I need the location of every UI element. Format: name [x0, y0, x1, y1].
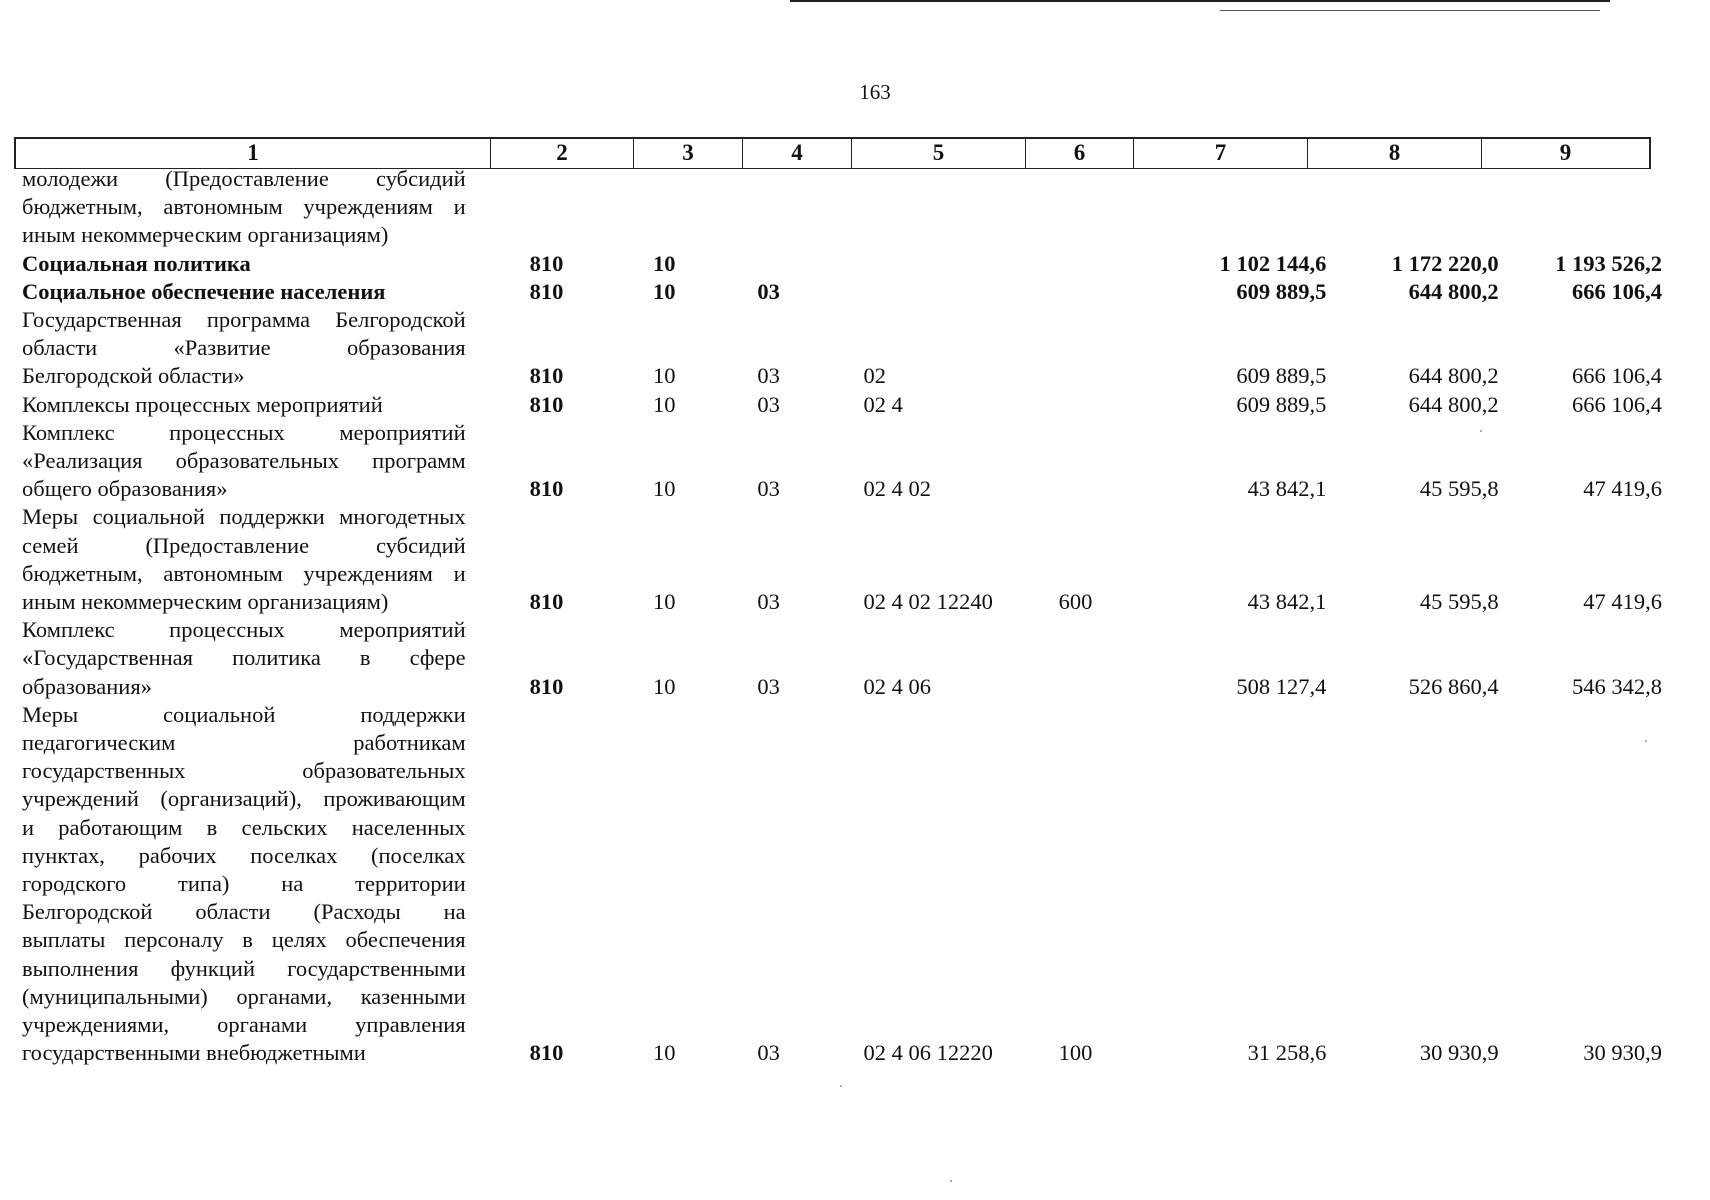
description-line: бюджетным, автономным учреждениям и [22, 560, 466, 586]
cell-c4: 03 [757, 673, 780, 699]
cell-c3: 10 [652, 363, 676, 389]
row-description [22, 503, 468, 616]
cell-c4: 03 [757, 589, 780, 615]
row-description [22, 616, 468, 701]
table-row [22, 503, 1662, 616]
row-description [22, 165, 468, 250]
header-col-7: 7 [1134, 139, 1308, 168]
cell-c3: 10 [652, 673, 676, 699]
header-col-8: 8 [1308, 139, 1482, 168]
description-line: и работающим в сельских населенных [22, 814, 466, 840]
description-line: Меры социальной поддержки [22, 701, 466, 727]
cell-c9: 666 106,4 [1572, 363, 1663, 389]
table-row [22, 165, 1662, 250]
description-line: городского типа) на территории [22, 871, 466, 897]
description-line: выполнения функций государственными [22, 955, 466, 981]
cell-c2: 810 [529, 476, 564, 502]
cell-c5: 02 4 06 [863, 673, 932, 699]
cell-c9: 47 419,6 [1583, 476, 1663, 502]
cell-c9: 546 342,8 [1572, 673, 1663, 699]
table-row [22, 616, 1662, 701]
scan-speck [840, 1085, 842, 1087]
table-body [22, 165, 1662, 1068]
header-col-1: 1 [16, 139, 491, 168]
description-line: (муниципальными) органами, казенными [22, 983, 466, 1009]
table-row [22, 306, 1662, 391]
cell-c9: 666 106,4 [1572, 278, 1663, 304]
cell-c9: 47 419,6 [1583, 589, 1663, 615]
description-line: Комплексы процессных мероприятий [22, 391, 383, 417]
cell-c3: 10 [652, 476, 676, 502]
table-row [22, 250, 1662, 278]
description-line: педагогическим работникам [22, 730, 466, 756]
cell-c2: 810 [529, 250, 564, 276]
header-col-3: 3 [634, 139, 743, 168]
cell-c5: 02 4 02 12240 [863, 589, 993, 615]
scan-speck [950, 1180, 952, 1182]
cell-c2: 810 [529, 391, 564, 417]
description-line: пунктах, рабочих поселках (поселках [22, 842, 466, 868]
description-line: образования» [22, 673, 152, 699]
description-line: семей (Предоставление субсидий [22, 532, 466, 558]
cell-c7: 609 889,5 [1236, 363, 1327, 389]
row-description [22, 306, 468, 391]
description-line: учреждениями, органами управления [22, 1012, 466, 1038]
top-rule-line-secondary [1220, 10, 1600, 11]
description-line: Государственная программа Белгородской [22, 307, 466, 333]
cell-c9: 1 193 526,2 [1555, 250, 1663, 276]
cell-c3: 10 [652, 589, 676, 615]
cell-c8: 644 800,2 [1408, 391, 1499, 417]
cell-c3: 10 [652, 250, 676, 276]
cell-c7: 609 889,5 [1236, 391, 1327, 417]
row-description [22, 250, 468, 278]
header-col-6: 6 [1026, 139, 1134, 168]
description-line: «Реализация образовательных программ [22, 448, 466, 474]
description-line: учреждений (организаций), проживающим [22, 786, 466, 812]
cell-c8: 526 860,4 [1408, 673, 1499, 699]
cell-c8: 1 172 220,0 [1391, 250, 1499, 276]
cell-c2: 810 [529, 1040, 564, 1066]
cell-c6: 100 [1058, 1040, 1093, 1066]
description-line: иным некоммерческим организациям) [22, 589, 389, 615]
header-col-4: 4 [743, 139, 852, 168]
cell-c5: 02 4 02 [863, 476, 932, 502]
description-line: «Государственная политика в сфере [22, 645, 466, 671]
description-line: выплаты персоналу в целях обеспечения [22, 927, 466, 953]
cell-c8: 45 595,8 [1419, 476, 1499, 502]
scan-speck [1645, 740, 1647, 742]
cell-c7: 1 102 144,6 [1219, 250, 1327, 276]
page-number: 163 [859, 80, 891, 104]
description-line: Социальная политика [22, 250, 251, 276]
description-line: общего образования» [22, 476, 228, 502]
cell-c5: 02 4 06 12220 [863, 1040, 993, 1066]
cell-c8: 644 800,2 [1408, 278, 1499, 304]
row-description [22, 419, 468, 504]
cell-c4: 03 [757, 391, 780, 417]
cell-c7: 31 258,6 [1247, 1040, 1327, 1066]
description-line: бюджетным, автономным учреждениям и [22, 194, 466, 220]
cell-c3: 10 [652, 1040, 676, 1066]
header-col-9: 9 [1559, 140, 1572, 165]
row-description [22, 278, 468, 306]
cell-c5: 02 4 [863, 391, 903, 417]
cell-c4: 03 [757, 1040, 780, 1066]
cell-c4: 03 [757, 363, 780, 389]
cell-c8: 644 800,2 [1408, 363, 1499, 389]
cell-c4: 03 [757, 476, 780, 502]
cell-c3: 10 [652, 391, 676, 417]
description-line: области «Развитие образования [22, 335, 466, 361]
row-description [22, 391, 468, 419]
cell-c6: 600 [1058, 589, 1093, 615]
scan-speck [1480, 430, 1482, 432]
cell-c2: 810 [529, 673, 564, 699]
description-line: Комплекс процессных мероприятий [22, 419, 466, 445]
description-line: Меры социальной поддержки многодетных [22, 504, 466, 530]
description-line: государственных образовательных [22, 758, 466, 784]
cell-c2: 810 [529, 363, 564, 389]
top-rule-line [790, 0, 1610, 4]
table-row [22, 391, 1662, 419]
table-row [22, 278, 1662, 306]
cell-c3: 10 [652, 278, 676, 304]
header-col-5: 5 [852, 139, 1026, 168]
cell-c4: 03 [757, 278, 780, 304]
cell-c8: 30 930,9 [1419, 1040, 1499, 1066]
cell-c7: 43 842,1 [1247, 476, 1327, 502]
description-line: Социальное обеспечение населения [22, 278, 386, 304]
cell-c5: 02 [863, 363, 887, 389]
description-line: молодежи (Предоставление субсидий [22, 166, 466, 191]
cell-c9: 30 930,9 [1583, 1040, 1663, 1066]
description-line: Белгородской области (Расходы на [22, 899, 466, 925]
cell-c2: 810 [529, 278, 564, 304]
cell-c7: 43 842,1 [1247, 589, 1327, 615]
cell-c2: 810 [529, 589, 564, 615]
cell-c7: 609 889,5 [1236, 278, 1327, 304]
table-row [22, 419, 1662, 504]
cell-c8: 45 595,8 [1419, 589, 1499, 615]
description-line: государственными внебюджетными [22, 1040, 366, 1066]
description-line: иным некоммерческим организациям) [22, 222, 389, 248]
description-line: Белгородской области» [22, 363, 245, 389]
description-line: Комплекс процессных мероприятий [22, 617, 466, 643]
header-col-2: 2 [491, 139, 634, 168]
cell-c9: 666 106,4 [1572, 391, 1663, 417]
row-description [22, 701, 468, 1068]
table-row [22, 701, 1662, 1068]
cell-c7: 508 127,4 [1236, 673, 1327, 699]
